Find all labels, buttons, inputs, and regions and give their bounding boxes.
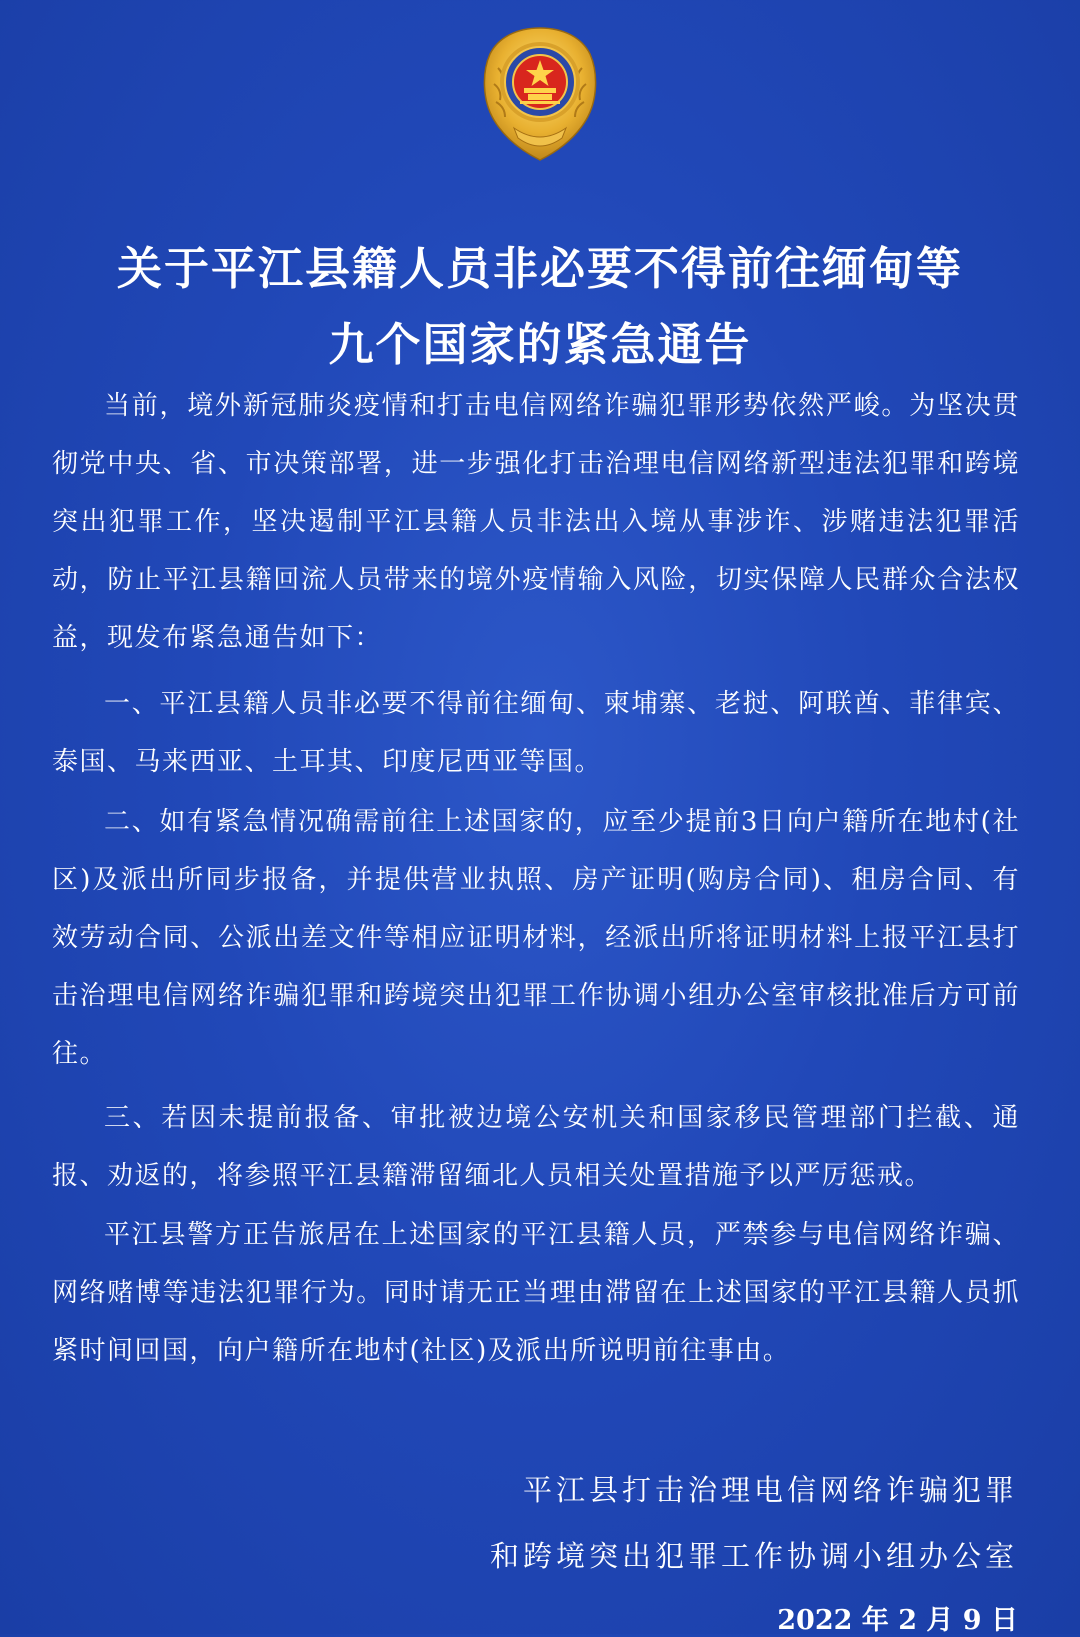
warning-paragraph: 平江县警方正告旅居在上述国家的平江县籍人员，严禁参与电信网络诈骗、网络赌博等违法犯罪行为。同时请无正当理由滞留在上述国家的平江县籍人员抓紧时间回国，向户籍所在地村(社区)及派出所说明前往事由。 bbox=[52, 1220, 1020, 1366]
clause-one-paragraph: 一、平江县籍人员非必要不得前往缅甸、柬埔寨、老挝、阿联酋、菲律宾、泰国、马来西亚、土耳其、印度尼西亚等国。 bbox=[52, 689, 1020, 777]
signature-line-2: 和跨境突出犯罪工作协调小组办公室 bbox=[489, 1539, 1018, 1573]
clause-two-paragraph: 二、如有紧急情况确需前往上述国家的，应至少提前3日向户籍所在地村(社区)及派出所同步报备，并提供营业执照、房产证明(购房合同)、租房合同、有效劳动合同、公派出差文件等相应证明材料，经派出所将证明材料上报平江县打击治理电信网络诈骗犯罪和跨境突出犯罪工作协调小组办公室审核批准后方可前往。 bbox=[52, 807, 1020, 1069]
intro-paragraph: 当前，境外新冠肺炎疫情和打击电信网络诈骗犯罪形势依然严峻。为坚决贯彻党中央、省、市决策部署，进一步强化打击治理电信网络新型违法犯罪和跨境突出犯罪工作，坚决遏制平江县籍人员非法出入境从事涉诈、涉赌违法犯罪活动，防止平江县籍回流人员带来的境外疫情输入风险，切实保障人民群众合法权益，现发布紧急通告如下： bbox=[52, 391, 1020, 653]
notice-title-line-1: 关于平江县籍人员非必要不得前往缅甸等 bbox=[116, 242, 963, 295]
issue-date: 2022 年 2 月 9 日 bbox=[777, 1605, 1018, 1636]
clause-three-paragraph: 三、若因未提前报备、审批被边境公安机关和国家移民管理部门拦截、通报、劝返的，将参照平江县籍滞留缅北人员相关处置措施予以严厉惩戒。 bbox=[52, 1103, 1020, 1191]
police-emblem-icon bbox=[476, 24, 604, 164]
notice-title-line-2: 九个国家的紧急通告 bbox=[328, 318, 752, 371]
signature-line-1: 平江县打击治理电信网络诈骗犯罪 bbox=[522, 1473, 1018, 1507]
